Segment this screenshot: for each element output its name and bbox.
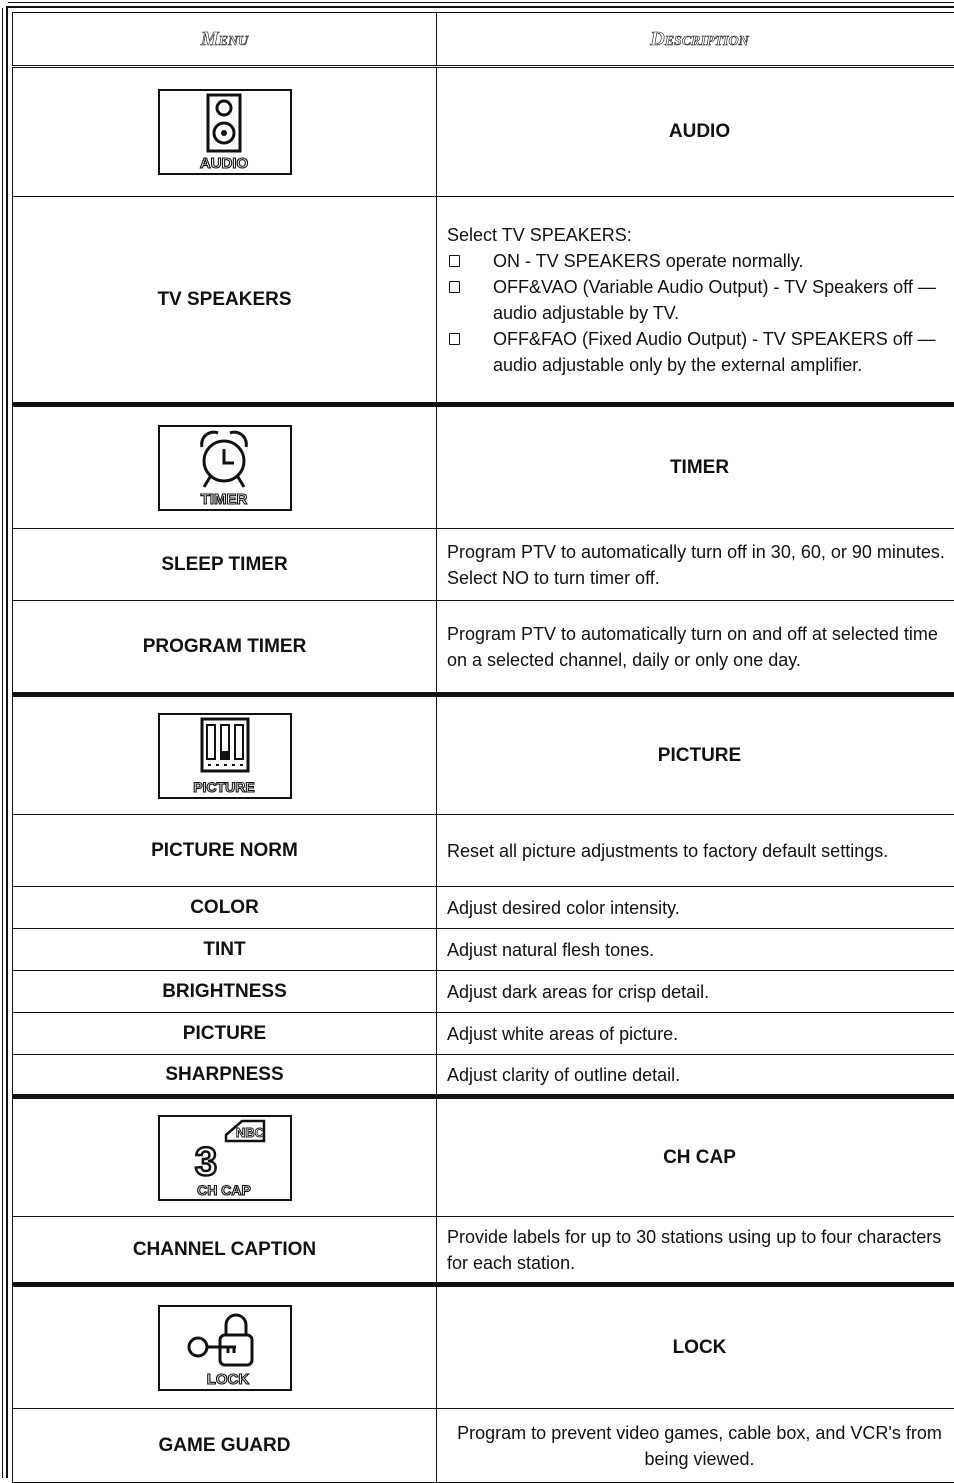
description-picture: Adjust white areas of picture. xyxy=(437,1013,954,1055)
audio-title: AUDIO xyxy=(437,67,954,197)
menu-item-game-guard: GAME GUARD xyxy=(13,1409,437,1483)
description-sharpness: Adjust clarity of outline detail. xyxy=(437,1055,954,1097)
timer-category-row xyxy=(13,405,954,529)
alarm-clock-icon xyxy=(158,425,292,511)
table-row xyxy=(13,971,954,1013)
menu-item-sharpness: SHARPNESS xyxy=(13,1055,437,1097)
timer-title: TIMER xyxy=(437,405,954,529)
menu-item-brightness: BRIGHTNESS xyxy=(13,971,437,1013)
speaker-icon xyxy=(158,89,292,175)
table-row xyxy=(13,1409,954,1483)
menu-item-channel-caption: CHANNEL CAPTION xyxy=(13,1217,437,1285)
description-channel-caption: Provide labels for up to 30 stations using up to four characters for each station. xyxy=(437,1217,954,1285)
chcap-icon-cell xyxy=(13,1097,437,1217)
chcap-category-row xyxy=(13,1097,954,1217)
description-brightness: Adjust dark areas for crisp detail. xyxy=(437,971,954,1013)
chcap-icon-label: CH CAP xyxy=(197,1182,251,1198)
options-list xyxy=(447,248,952,378)
menu-item-picture: PICTURE xyxy=(13,1013,437,1055)
description-picture-norm: Reset all picture adjustments to factory default settings. xyxy=(437,815,954,887)
description-sleep-timer: Program PTV to automatically turn off in 30, 60, or 90 minutes. Select NO to turn timer off. xyxy=(437,529,954,601)
menu-table xyxy=(12,12,954,1483)
description-column-header xyxy=(437,13,954,67)
table-header xyxy=(13,13,954,67)
channel-caption-icon xyxy=(158,1115,292,1201)
table-row xyxy=(13,929,954,971)
table-row xyxy=(13,197,954,405)
table-row xyxy=(13,601,954,695)
lock-icon-label: LOCK xyxy=(206,1371,249,1388)
menu-item-color: COLOR xyxy=(13,887,437,929)
menu-item-sleep-timer: SLEEP TIMER xyxy=(13,529,437,601)
description-header-label: Description xyxy=(650,28,748,50)
lock-icon-cell xyxy=(13,1285,437,1409)
table-row xyxy=(13,887,954,929)
description-color: Adjust desired color intensity. xyxy=(437,887,954,929)
menu-item-program-timer: PROGRAM TIMER xyxy=(13,601,437,695)
picture-icon-cell xyxy=(13,695,437,815)
channel-number: 3 xyxy=(194,1140,216,1184)
picture-bars-icon xyxy=(158,713,292,799)
option-item: OFF&FAO (Fixed Audio Output) - TV SPEAKERS off — audio adjustable only by the external amplifier. xyxy=(447,326,952,378)
description-intro: Select TV SPEAKERS: xyxy=(447,222,952,248)
lock-category-row xyxy=(13,1285,954,1409)
table-row xyxy=(13,529,954,601)
table-row xyxy=(13,815,954,887)
menu-item-picture-norm: PICTURE NORM xyxy=(13,815,437,887)
timer-icon-label: TIMER xyxy=(200,491,247,508)
picture-title: PICTURE xyxy=(437,695,954,815)
lock-key-icon xyxy=(158,1305,292,1391)
description-tint: Adjust natural flesh tones. xyxy=(437,929,954,971)
chcap-title: CH CAP xyxy=(437,1097,954,1217)
menu-item-tint: TINT xyxy=(13,929,437,971)
audio-icon-cell xyxy=(13,67,437,197)
audio-icon-label: AUDIO xyxy=(199,155,248,172)
option-item: ON - TV SPEAKERS operate normally. xyxy=(447,248,952,274)
option-item: OFF&VAO (Variable Audio Output) - TV Speakers off — audio adjustable by TV. xyxy=(447,274,952,326)
menu-item-tv-speakers: TV SPEAKERS xyxy=(13,197,437,405)
picture-icon-label: PICTURE xyxy=(193,779,254,795)
description-tv-speakers xyxy=(437,197,954,405)
menu-column-header xyxy=(13,13,437,67)
description-game-guard: Program to prevent video games, cable box, and VCR's from being viewed. xyxy=(437,1409,954,1483)
description-program-timer: Program PTV to automatically turn on and off at selected time on a selected channel, daily or only one day. xyxy=(437,601,954,695)
menu-header-label: Menu xyxy=(201,28,248,50)
audio-category-row xyxy=(13,67,954,197)
table-row xyxy=(13,1217,954,1285)
network-label: NBC xyxy=(235,1125,264,1140)
timer-icon-cell xyxy=(13,405,437,529)
table-row xyxy=(13,1013,954,1055)
picture-category-row xyxy=(13,695,954,815)
lock-title: LOCK xyxy=(437,1285,954,1409)
table-row xyxy=(13,1055,954,1097)
